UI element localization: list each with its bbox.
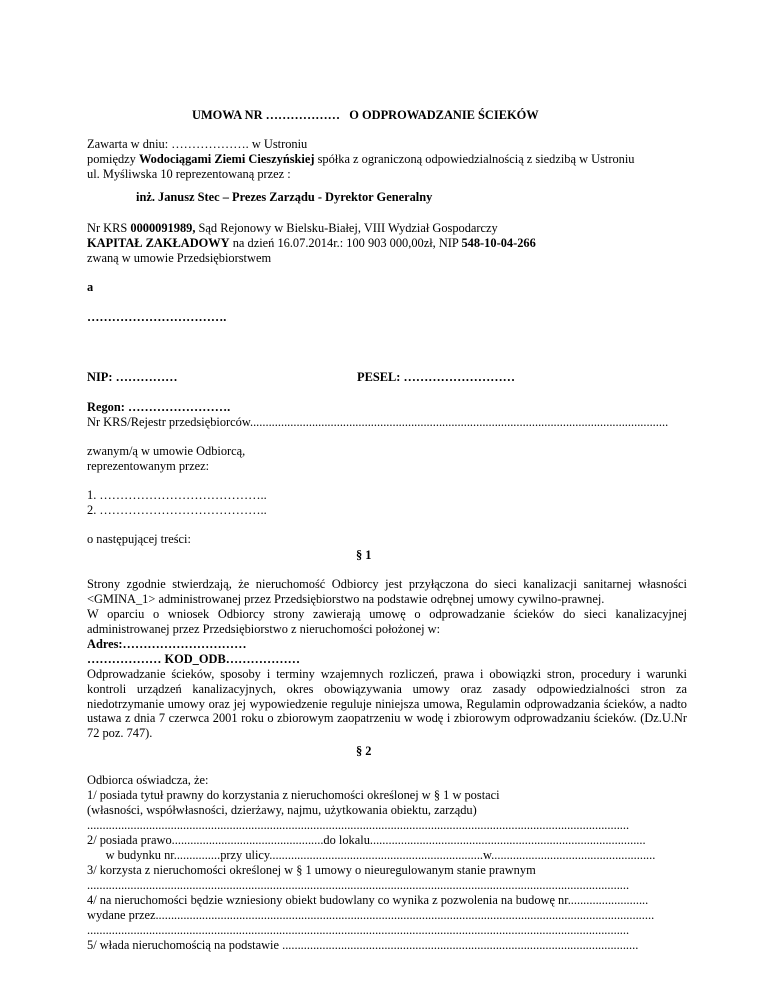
section-2-line-7: 3/ korzysta z nieruchomości określonej w § 1 umowy o nieuregulowanym stanie prawnym xyxy=(87,863,536,877)
regon-field: Regon: ……………………. xyxy=(87,400,231,414)
recipient-represented-line: reprezentowanym przez: xyxy=(87,459,210,473)
contract-title xyxy=(192,108,539,123)
intro-between-post: spółka z ograniczoną odpowiedzialnością z siedzibą w Ustroniu xyxy=(314,152,635,166)
section-2-line-4: ............................................................................................................................................................................... xyxy=(87,818,630,832)
section-1-heading: § 1 xyxy=(356,548,372,562)
section-1-para-1: Strony zgodnie stwierdzają, że nieruchomość Odbiorcy jest przyłączona do sieci kanalizacji sanitarnej własności <GMINA_1> administrowanej przez Przedsiębiorstwo na podstawie odrębnej umowy cywilno-prawnej. xyxy=(87,577,687,606)
intro-address-line: ul. Myśliwska 10 reprezentowaną przez : xyxy=(87,167,291,181)
company-capital-line xyxy=(87,236,536,251)
section-1-para-3: Odprowadzanie ścieków, sposoby i terminy wzajemnych rozliczeń, prawa i obowiązki stron, procedury i warunki kontroli urządzeń kanalizacyjnych, okres obowiązywania umowy oraz zasady odpowiedzialności stron za niedotrzymanie umowy oraz jej wypowiedzenie reguluje niniejsza umowa, Regulamin odprowadzania ścieków, a nadto ustawa z dnia 7 czerwca 2001 roku o zbiorowym zaopatrzeniu w wodę i zbiorowym odprowadzaniu ścieków. (Dz.U.Nr 72 poz. 747). xyxy=(87,667,687,741)
contract-title-number: UMOWA NR ……………… xyxy=(192,108,340,122)
section-2-heading: § 2 xyxy=(356,744,372,758)
capital-label: KAPITAŁ ZAKŁADOWY xyxy=(87,236,230,250)
krs-label: Nr KRS xyxy=(87,221,131,235)
section-2-line-6: w budynku nr...............przy ulicy.....................................................................w..................................................... xyxy=(87,848,656,862)
contract-title-subject: O ODPROWADZANIE ŚCIEKÓW xyxy=(349,108,539,122)
krs-registry-field: Nr KRS/Rejestr przedsiębiorców....................................................................................................................................... xyxy=(87,415,669,429)
section-2-line-5: 2/ posiada prawo.................................................do lokalu......................................................................................... xyxy=(87,833,646,847)
section-2-line-1: Odbiorca oświadcza, że: xyxy=(87,773,209,787)
company-krs-line xyxy=(87,221,498,236)
section-2-line-8: ............................................................................................................................................................................... xyxy=(87,878,630,892)
recipient-item-2: 2. ………………………………….. xyxy=(87,503,267,517)
representative-line: inż. Janusz Stec – Prezes Zarządu - Dyrektor Generalny xyxy=(136,190,433,204)
section-2-line-3: (własności, współwłasności, dzierżawy, najmu, użytkowania obiektu, zarządu) xyxy=(87,803,477,817)
section-2-line-10: wydane przez................................................................................................................................................................. xyxy=(87,908,655,922)
section-2-line-12: 5/ włada nieruchomością na podstawie ................................................................................................................... xyxy=(87,938,639,952)
nip-field: NIP: …………… xyxy=(87,370,178,384)
party-dots: ……………………………. xyxy=(87,310,227,324)
company-nip-value: 548-10-04-266 xyxy=(461,236,536,250)
intro-between-pre: pomiędzy xyxy=(87,152,139,166)
section-1-para-2: W oparciu o wniosek Odbiorcy strony zawierają umowę o odprowadzanie ścieków do sieci kanalizacyjnej administrowanej przez Przedsiębiorstwo z nieruchomości położonej w: xyxy=(87,607,687,636)
pesel-field: PESEL: ……………………… xyxy=(357,370,515,384)
krs-value: 0000091989, xyxy=(130,221,196,235)
section-1-address: Adres:………………………… xyxy=(87,637,247,651)
intro-date-line: Zawarta w dniu: ………………. w Ustroniu xyxy=(87,137,308,151)
section-2-line-9: 4/ na nieruchomości będzie wzniesiony obiekt budowlany co wynika z pozwolenia na budowę nr.......................... xyxy=(87,893,649,907)
recipient-called-line: zwanym/ą w umowie Odbiorcą, xyxy=(87,444,246,458)
intro-between-line xyxy=(87,152,635,167)
company-name: Wodociągami Ziemi Cieszyńskiej xyxy=(138,152,315,166)
recipient-item-1: 1. ………………………………….. xyxy=(87,488,267,502)
capital-rest: na dzień 16.07.2014r.: 100 903 000,00zł, NIP xyxy=(229,236,462,250)
section-1-kod: ……………… KOD_ODB……………… xyxy=(87,652,301,666)
following-content-line: o następującej treści: xyxy=(87,532,191,546)
krs-court: Sąd Rejonowy w Bielsku-Białej, VIII Wydział Gospodarczy xyxy=(195,221,498,235)
company-called-line: zwaną w umowie Przedsiębiorstwem xyxy=(87,251,272,265)
and-separator: a xyxy=(87,280,94,294)
section-2-line-2: 1/ posiada tytuł prawny do korzystania z nieruchomości określonej w § 1 w postaci xyxy=(87,788,500,802)
section-2-line-11: ............................................................................................................................................................................... xyxy=(87,923,630,937)
